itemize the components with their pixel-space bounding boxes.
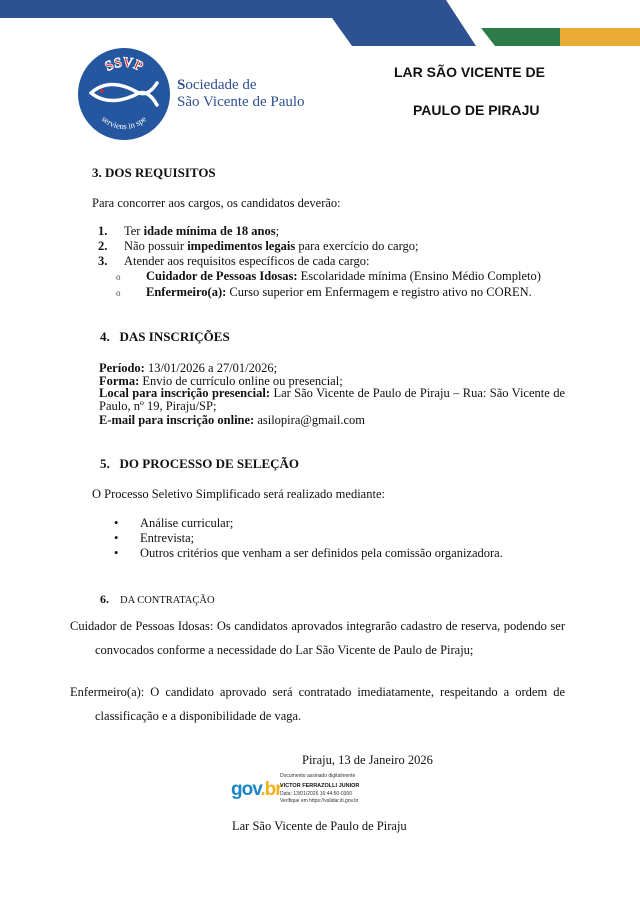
section-3-title: 3. DOS REQUISITOS bbox=[92, 165, 216, 180]
selection-bullet-2: • Entrevista; bbox=[110, 531, 194, 546]
contract-paragraph-nurse: Enfermeiro(a): O candidato aprovado será contratado imediatamente, respeitando a ordem de classificação e a disponibilidade de vaga. bbox=[70, 685, 565, 723]
place-and-date: Piraju, 13 de Janeiro 2026 bbox=[302, 753, 433, 767]
bullet-icon: • bbox=[114, 546, 119, 560]
header-banner bbox=[0, 0, 640, 50]
field-local: Local para inscrição presencial: Lar São Vicente de Paulo de Piraju – Rua: São Vicente de Paulo, nº 19, Piraju/SP; bbox=[99, 386, 565, 413]
signature-name: Lar São Vicente de Paulo de Piraju bbox=[232, 819, 407, 833]
section-3-intro: Para concorrer aos cargos, os candidatos deverão: bbox=[92, 196, 341, 210]
institution-title-line1: LAR SÃO VICENTE DE bbox=[394, 64, 545, 80]
bullet-icon: • bbox=[114, 516, 119, 530]
institution-title-line2: PAULO DE PIRAJU bbox=[413, 102, 540, 118]
requirement-subitem-2: o Enfermeiro(a): Curso superior em Enfermagem e registro ativo no COREN. bbox=[116, 285, 532, 299]
email-address: asilopira@gmail.com bbox=[254, 413, 365, 427]
organization-name bbox=[177, 77, 305, 111]
circle-bullet-icon: o bbox=[116, 288, 121, 298]
org-name-line1: ociedade de bbox=[185, 77, 257, 93]
org-name-line2: São Vicente de Paulo bbox=[177, 94, 305, 110]
ssvp-logo bbox=[77, 47, 171, 141]
section-5-title: 5. DO PROCESSO DE SELEÇÃO bbox=[100, 456, 300, 471]
field-email: E-mail para inscrição online: asilopira@gmail.com bbox=[99, 413, 365, 427]
section-6-title: 6. DA CONTRATAÇÃO bbox=[100, 592, 215, 606]
logo-motto: serviens in spe bbox=[99, 113, 149, 132]
requirement-subitem-1: o Cuidador de Pessoas Idosas: Escolaridade mínima (Ensino Médio Completo) bbox=[116, 269, 541, 283]
signer-name: VICTOR FERRAZOLLI JUNIOR bbox=[280, 783, 360, 789]
banner-blue-stripe bbox=[0, 0, 476, 46]
selection-bullet-3: • Outros critérios que venham a ser definidos pela comissão organizadora. bbox=[110, 546, 503, 561]
org-name-initial: S bbox=[177, 77, 186, 93]
section-5-intro: O Processo Seletivo Simplificado será realizado mediante: bbox=[92, 487, 385, 501]
govbr-logo: gov.br bbox=[231, 779, 282, 800]
banner-yellow-stripe bbox=[560, 28, 640, 46]
requirement-item-1: 1. Ter idade mínima de 18 anos; bbox=[98, 224, 280, 238]
section-4-title: 4. DAS INSCRIÇÕES bbox=[100, 329, 230, 344]
requirement-item-2: 2. Não possuir impedimentos legais para exercício do cargo; bbox=[98, 239, 419, 253]
circle-bullet-icon: o bbox=[116, 272, 121, 282]
selection-bullet-1: • Análise curricular; bbox=[110, 516, 233, 531]
field-periodo: Período: 13/01/2026 a 27/01/2026; bbox=[99, 361, 278, 375]
signature-verify-link[interactable]: Verifique em https://validar.iti.gov.br bbox=[280, 798, 359, 804]
signature-caption: Documento assinado digitalmente bbox=[280, 773, 356, 779]
bullet-icon: • bbox=[114, 531, 119, 545]
requirement-item-3: 3. Atender aos requisitos específicos de cada cargo: bbox=[98, 254, 370, 268]
contract-paragraph-caregiver: Cuidador de Pessoas Idosas: Os candidatos aprovados integrarão cadastro de reserva, podendo ser convocados conforme a necessidade do Lar São Vicente de Paulo de Piraju; bbox=[70, 619, 565, 657]
signature-date: Data: 13/01/2026 16:44:50-0300 bbox=[280, 791, 353, 797]
banner-green-stripe bbox=[481, 28, 560, 46]
field-forma: Forma: Envio de currículo online ou presencial; bbox=[99, 374, 343, 388]
logo-acronym: SSVP bbox=[102, 55, 145, 75]
